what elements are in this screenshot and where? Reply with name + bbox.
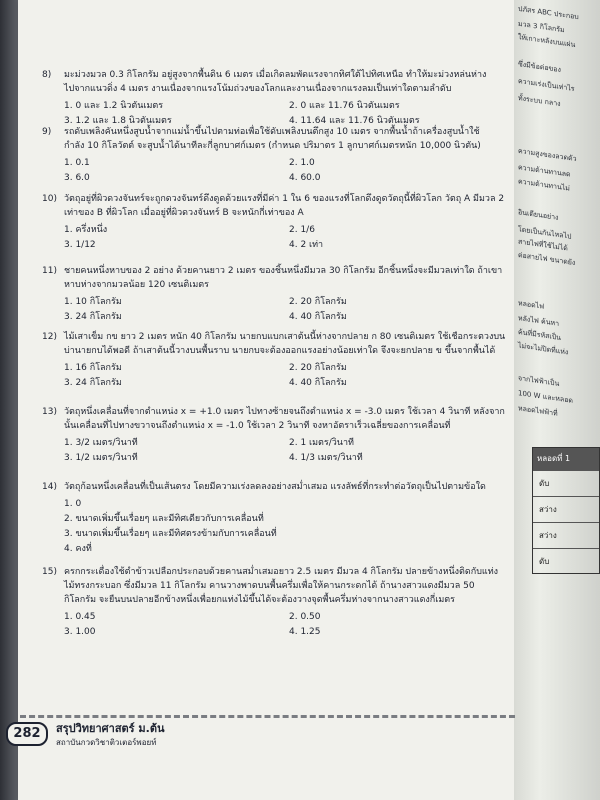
adjacent-page-text: ปภัสร ABC ประกอบ	[518, 4, 579, 22]
question-8	[42, 68, 516, 128]
question-line: กิโลกรัม จะยืนบนปลายอีกข้างหนึ่งเพื่อยกแท่งไม้ขึ้นได้จะต้องวางจุดพื้นครึ่มห่างจากนางสาวแดงกี่เมตร	[64, 595, 455, 605]
answer-choice: 4. คงที่	[64, 544, 92, 554]
adjacent-page-text: จากไฟฟ้าเป็น	[518, 374, 560, 388]
answer-choice: 2. 1.0	[289, 158, 315, 168]
adjacent-page-text: หลอดไฟ	[518, 299, 545, 311]
question-14	[42, 480, 516, 556]
question-9	[42, 125, 516, 185]
book-subtitle: สถาบันกวดวิชาติวเตอร์พอยท์	[56, 738, 157, 747]
answer-choice: 4. 1.25	[289, 627, 321, 637]
answer-choice: 3. 6.0	[64, 173, 90, 183]
adjacent-page-text: ซึ่งมีข้อต่อของ	[518, 59, 561, 75]
question-text	[42, 593, 516, 607]
answer-choice: 4. 1/3 เมตร/วินาที	[289, 453, 363, 463]
question-text	[42, 264, 516, 278]
table-row: ดับ	[533, 470, 599, 496]
table-header: หลอดที่ 1	[533, 448, 599, 470]
answer-choices	[64, 611, 516, 639]
answer-choice: 1. 0 และ 1.2 นิวตันเมตร	[64, 101, 164, 111]
question-number: 13)	[42, 407, 57, 417]
question-line: วัตถุก้อนหนึ่งเคลื่อนที่เป็นเส้นตรง โดยมีความเร่งลดลงอย่างสม่ำเสมอ แรงลัพธ์ที่กระทำต่อวัตถุเป็นไปตามข้อใด	[64, 482, 486, 492]
question-text	[42, 579, 516, 593]
answer-choice: 1. 10 กิโลกรัม	[64, 297, 122, 307]
question-text	[42, 125, 516, 139]
answer-choice: 3. 1.00	[64, 627, 96, 637]
question-line: มะม่วงมวล 0.3 กิโลกรัม อยู่สูงจากพื้นดิน 6 เมตร เมื่อเกิดลมพัดแรงจากทิศใต้ไปทิศเหนือ ทำให้มะม่วงหล่นห่าง	[64, 70, 487, 80]
answer-choice: 1. ครึ่งหนึ่ง	[64, 225, 108, 235]
question-line: กำลัง 10 กิโลวัตต์ จะสูบน้ำได้นาทีละกี่ลูกบาศก์เมตร (กำหนด ปริมาตร 1 ลูกบาศก์เมตรหนัก 10,000 นิวตัน)	[64, 141, 481, 151]
adjacent-page-text: ความต้านทานลด	[518, 163, 571, 179]
answer-choice: 3. 1/12	[64, 240, 96, 250]
table-row: สว่าง	[533, 522, 599, 548]
book-title: สรุปวิทยาศาสตร์ ม.ต้น	[56, 722, 165, 735]
question-number: 15)	[42, 567, 57, 577]
answer-choice: 3. ขนาดเพิ่มขึ้นเรื่อยๆ และมีทิศตรงข้ามกับการเคลื่อนที่	[64, 529, 277, 539]
answer-choice: 3. 1/2 เมตร/วินาที	[64, 453, 138, 463]
question-line: หาบห่างจากมวลน้อย 120 เซนติเมตร	[64, 280, 209, 290]
question-line: รถดับเพลิงคันหนึ่งสูบน้ำจากแม่น้ำขึ้นไปตามท่อเพื่อใช้ดับเพลิงบนตึกสูง 10 เมตร จากพื้นน้ำถ้าเครื่องสูบน้ำใช้	[64, 127, 480, 137]
answer-choice: 4. 2 เท่า	[289, 240, 324, 250]
answer-choices	[64, 498, 516, 556]
answer-choice: 1. 0.45	[64, 612, 96, 622]
question-number: 11)	[42, 266, 57, 276]
answer-choice: 1. 3/2 เมตร/วินาที	[64, 438, 138, 448]
answer-choice: 3. 24 กิโลกรัม	[64, 378, 122, 388]
question-text	[42, 344, 516, 358]
question-line: ไม้ทรงกระบอก ซึ่งมีมวล 11 กิโลกรัม คานวางพาดบนพื้นครึ่มเพื่อให้คานกระดกได้ ถ้านางสาวแดงมีมวล 50	[64, 581, 475, 591]
answer-choice: 2. 1/6	[289, 225, 315, 235]
answer-choice: 3. 24 กิโลกรัม	[64, 312, 122, 322]
adjacent-page-text: ให้เกาะหลังบนแผ่น	[518, 32, 576, 50]
answer-choices	[64, 157, 516, 185]
answer-choices	[64, 100, 516, 128]
answer-choices	[64, 362, 516, 390]
question-line: ชายคนหนึ่งหาบของ 2 อย่าง ด้วยคานยาว 2 เมตร ของชิ้นหนึ่งมีมวล 30 กิโลกรัม อีกชิ้นหนึ่งจะมีมวลเท่าใด ถ้าเขา	[64, 266, 503, 276]
answer-choice: 4. 60.0	[289, 173, 321, 183]
question-13	[42, 405, 516, 465]
question-text	[42, 68, 516, 82]
answer-choice: 4. 40 กิโลกรัม	[289, 312, 347, 322]
question-text	[42, 82, 516, 96]
question-12	[42, 330, 516, 390]
question-text	[42, 419, 516, 433]
answer-choice: 2. ขนาดเพิ่มขึ้นเรื่อยๆ และมีทิศเดียวกับการเคลื่อนที่	[64, 514, 264, 524]
footer-divider	[20, 715, 515, 718]
answer-choice: 4. 11.64 และ 11.76 นิวตันเมตร	[289, 116, 420, 126]
question-line: นั้นเคลื่อนที่ไปทางขวาจนถึงตำแหน่ง x = -1.0 ใช้เวลา 2 วินาที จงหาอัตราเร็วเฉลี่ยของการเคลื่อนที่	[64, 421, 451, 431]
adjacent-page-text: ค้นที่มีรหัสเป็น	[518, 327, 561, 343]
adjacent-page-text: ความต้านทานไม่	[518, 177, 570, 193]
answer-choice: 2. 20 กิโลกรัม	[289, 297, 347, 307]
question-line: วัตถุอยู่ที่ผิวดวงจันทร์จะถูกดวงจันทร์ดึงดูดด้วยแรงที่มีค่า 1 ใน 6 ของแรงที่โลกดึงดูดวัตถุนี้ที่ผิวโลก วัตถุ A มีมวล 2	[64, 194, 505, 204]
question-line: ไปจากแนวดิ่ง 4 เมตร งานเนื่องจากแรงโน้มถ่วงของโลกและงานเนื่องจากแรงลมเป็นเท่าใดตามลำดับ	[64, 84, 452, 94]
question-line: บ่านายกบได้พอดี ถ้าเสาต้นนี้วางบนพื้นราบ นายกบจะต้องออกแรงอย่างน้อยเท่าใด จึงจะยกปลาย ข ขึ้นจากพื้นได้	[64, 346, 496, 356]
answer-choice: 1. 16 กิโลกรัม	[64, 363, 122, 373]
question-line: ไม้เสาเข็ม กข ยาว 2 เมตร หนัก 40 กิโลกรัม นายกบแบกเสาต้นนี้ห่างจากปลาย ก 80 เซนติเมตร ใช้เชือกระตวงบน	[64, 332, 506, 342]
question-text	[42, 192, 516, 206]
question-text	[42, 330, 516, 344]
question-number: 8)	[42, 70, 52, 80]
answer-choice: 2. 0.50	[289, 612, 321, 622]
answer-choice: 3. 1.2 และ 1.8 นิวตันเมตร	[64, 116, 172, 126]
answer-choice: 2. 0 และ 11.76 นิวตันเมตร	[289, 101, 400, 111]
table-row: ดับ	[533, 548, 599, 574]
adjacent-page-text: 100 W และหลอด	[518, 389, 573, 405]
question-text	[42, 139, 516, 153]
question-number: 9)	[42, 127, 52, 137]
question-15	[42, 565, 516, 639]
question-11	[42, 264, 516, 324]
question-number: 12)	[42, 332, 57, 342]
adjacent-page-text: ต่อสายไฟ ขนาดยัง	[518, 250, 576, 268]
answer-choice: 2. 20 กิโลกรัม	[289, 363, 347, 373]
adjacent-page-text: อินเดียนอย่าง	[518, 208, 559, 222]
question-text	[42, 206, 516, 220]
adjacent-page-text: ความสูงของลวดตัว	[518, 146, 577, 164]
adjacent-page-text: ทั้งระบบ กลาง	[518, 94, 561, 108]
answer-choices	[64, 296, 516, 324]
question-line: วัตถุหนึ่งเคลื่อนที่จากตำแหน่ง x = +1.0 เมตร ไปทางซ้ายจนถึงตำแหน่ง x = -3.0 เมตร ใช้เวลา 4 วินาที หลังจาก	[64, 407, 505, 417]
question-line: เท่าของ B ที่ผิวโลก เมื่ออยู่ที่ผิวดวงจันทร์ B จะหนักกี่เท่าของ A	[64, 208, 304, 218]
answer-choice: 1. 0	[64, 499, 82, 509]
answer-choices	[64, 224, 516, 252]
adjacent-page-text: สายไฟที่ใช้ไม่ได้	[518, 237, 568, 253]
answer-choice: 2. 1 เมตร/วินาที	[289, 438, 354, 448]
page-number: 282	[6, 722, 48, 746]
question-10	[42, 192, 516, 252]
question-number: 10)	[42, 194, 57, 204]
adjacent-page	[514, 0, 600, 800]
question-text	[42, 405, 516, 419]
question-text	[42, 278, 516, 292]
adjacent-page-text: หลังไฟ ค้นหา	[518, 314, 560, 328]
question-text	[42, 480, 516, 494]
adjacent-page-text: ความเร่งเป็นเท่าไร	[518, 77, 575, 93]
adjacent-page-text: ไม่จะไม่ปิดที่แห่ง	[518, 341, 569, 357]
result-table	[532, 447, 600, 574]
adjacent-page-text: โดยเป็นกันไหลไป	[518, 225, 572, 241]
answer-choices	[64, 437, 516, 465]
question-number: 14)	[42, 482, 57, 492]
answer-choice: 4. 40 กิโลกรัม	[289, 378, 347, 388]
answer-choice: 1. 0.1	[64, 158, 90, 168]
adjacent-page-text: หลอดไฟฟ้าที่	[518, 404, 558, 418]
question-line: ครกกระเดื่องใช้ตำข้าวเปลือกประกอบด้วยคานสม่ำเสมอยาว 2.5 เมตร มีมวล 4 กิโลกรัม ปลายข้างหนึ่งติดกับแท่ง	[64, 567, 499, 577]
question-text	[42, 565, 516, 579]
adjacent-page-text: มวล 3 กิโลกรัม	[518, 19, 565, 35]
table-row: สว่าง	[533, 496, 599, 522]
